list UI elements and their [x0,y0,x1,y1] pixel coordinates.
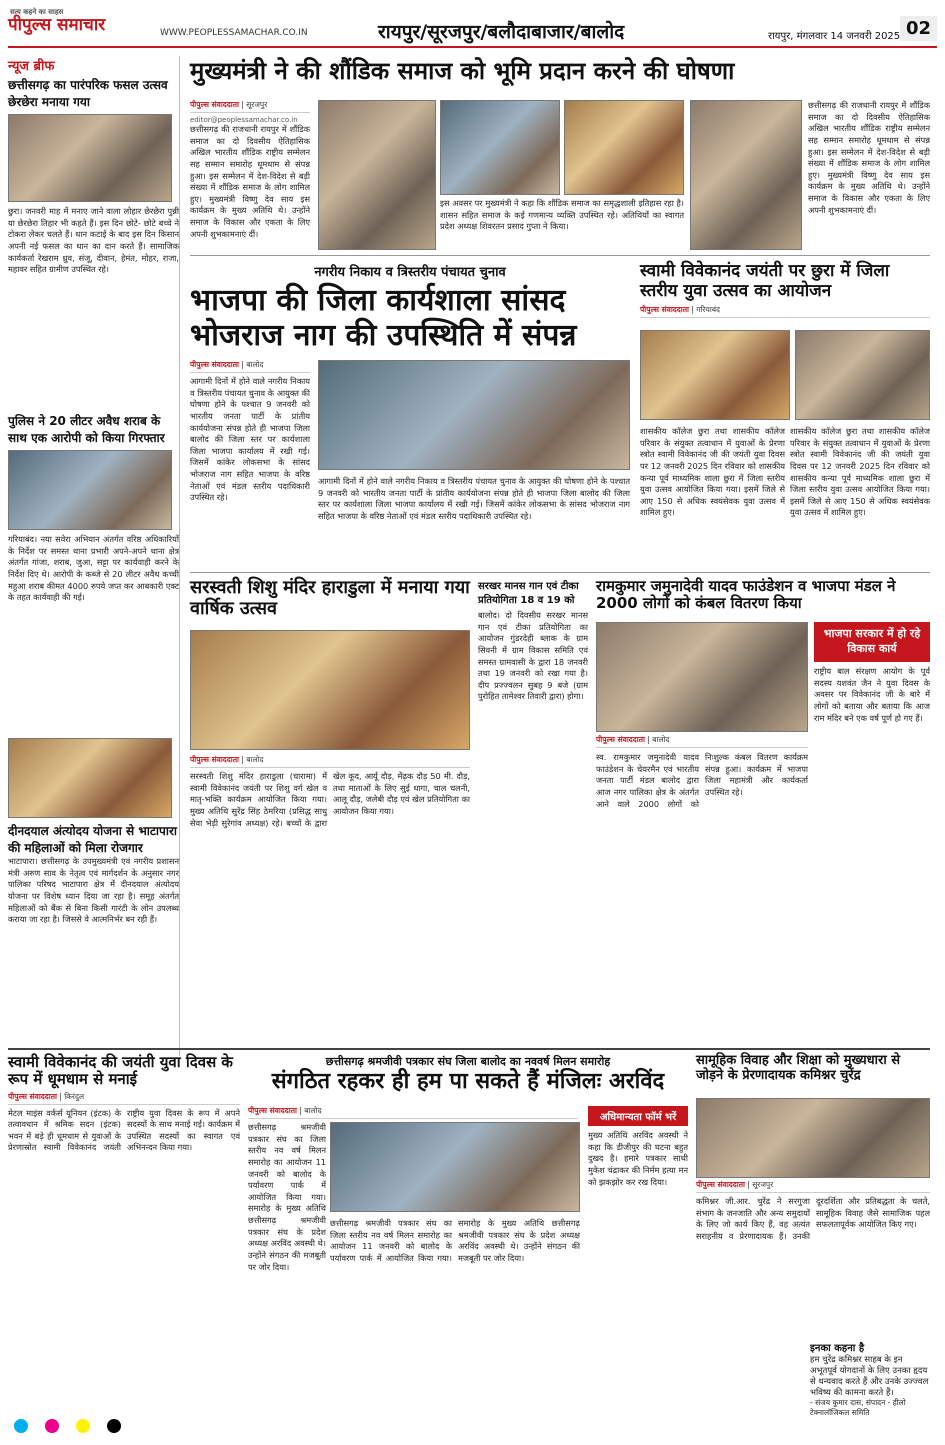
brief-body-2: गरियाबंद। नया सवेरा अभियान अंतर्गत वरिष्ठ अधिकारियों के निर्देश पर समस्त थाना प्रभारी अपने-अपने थाना क्षेत्र अंतर्गत गांजा, शराब, जुआ, सट्टा पर कार्यवाही करने के निर्देश दिए थे। आरोपी के कब्जे से 20 लीटर अवैध कच्ची महुआ शराब कीमत 4000 रुपये जप्त कर आबकारी एक्ट के तहत कार्यवाही की गई। [8,534,179,603]
blanket-photo [596,622,808,732]
churendra-story [696,1054,930,1084]
yuva-byline-place: किरंदुल [64,1091,85,1101]
brief-headline-2: पुलिस ने 20 लीटर अवैध शराब के साथ एक आरोपी को किया गिरफ्तार [8,414,165,445]
magenta-mark [45,1419,59,1433]
vivekanand-byline-place: गरियाबंद [696,305,721,315]
divider [190,572,930,573]
manas-gaan-story [478,578,588,1048]
churendra-byline: पीपुल्स संवाददाता | सूरजपुर [696,1180,930,1196]
saraswati-body: सरस्वती शिशु मंदिर हाराडुला (चारामा) में स्वामी विवेकानंद जयंती पर शिशु वर्ग खेल व मातृ-भक्ति कार्यक्रम आयोजित किया गया। मुख्य अतिथि सुरेंद्र सिंह ठेमरिया (प्रसिद्ध साधु सेवा भेड़ी सुरेगांव अध्यक्ष) रहे। बच्चों के द्वारा खेल कूद, आर्यू दौड़, मेंढ़क दौड़ 50 मी. दौड़, तथा माताओं के लिए सुई धागा, चाल चलनी, आलू दौड़, जलेबी दौड़ एवं खेल प्रतियोगिता का आयोजन किया गया। [190,771,470,828]
lead-headline: मुख्यमंत्री ने की शौंडिक समाज को भूमि प्रदान करने की घोषणा [190,57,735,85]
brief-headline-3: दीनदयाल अंत्योदय योजना से भाटापारा की महिलाओं को मिला रोजगार [8,824,177,855]
manas-gaan-headline: सरखर मानस गान एवं टीका प्रतियोगिता 18 व 19 को [478,581,579,606]
bjp-byline: पीपुल्स संवाददाता | बालोद [190,360,310,373]
vivekanand-body-2: शासकीय कॉलेज छुरा तथा शासकीय कॉलेज परिवार के संयुक्त तत्वाधान में युवाओं के प्रेरणा स्त्रोत स्वामी विवेकानंद जी की जयंती युवा दिवस पर 12 जनवरी 2025 दिन रविवार को शासकीय कन्या पूर्व माध्यमिक शाला छुरा में जिला स्तरीय युवा उत्सव आयोजित किया गया। इसमें जिले से आए 150 से अधिक स्वयंसेवक युवा उत्सव में शामिल हुए। [790,426,930,518]
brief-photo-2 [8,450,172,530]
cyan-mark [14,1419,28,1433]
bjp-photo [318,360,630,470]
patrakar-byline-place: बालोद [304,1106,322,1115]
vivekanand-byline: पीपुल्स संवाददाता | गरियाबंद [640,305,930,318]
bjp-byline-name: पीपुल्स संवाददाता [190,360,239,369]
bjp-body: आगामी दिनों में होने वाले नगरीय निकाय व त्रिस्तरीय पंचायत चुनाव के आयुक्त की घोषणा होने के पश्चात 9 जनवरी को भारतीय जनता पार्टी के प्रांतीय कार्ययोजना संपन्न होते ही भाजपा जिला बालोद की जिला स्तर पर कार्यशाला जिला भाजपा कार्यालय में रखी गई। जिसमें कांकेर लोकसभा के सांसद भोजराज नाग सहित भाजपा के वरिष्ठ नेताओं एवं मंडल स्तरीय पदाधिकारी उपस्थित रहे। [190,376,310,503]
manas-gaan-body: बालोद। दो दिवसीय सरखर मानस गान एवं टीका प्रतियोगिता का आयोजन गुंडरदेही ब्लाक के ग्राम सिवनी में ग्राम विकास समिति एवं समस्त ग्रामवासी के द्वारा 18 जनवरी तथा 19 जनवरी को रखा गया है। दीप प्रज्ज्वलन सुबह 9 बजे (ग्राम पुरोहित तामेश्वर तिवारी द्वारा) होगा। [478,610,588,702]
patrakar-byline: पीपुल्स संवाददाता | बालोद [248,1106,578,1122]
blanket-byline-name: पीपुल्स संवाददाता [596,735,645,744]
lead-byline-name: पीपुल्स संवाददाता [190,100,239,109]
quote-author: - संजय कुमार दास, संपादन - हीलो टेक्नालॉजिकल समिति [810,1398,906,1417]
brief-body-3: भाटापारा। छत्तीसगढ़ के उपमुख्यमंत्री एवं नगरीय प्रशासन मंत्री अरुण साव के नेतृत्व एवं मार्गदर्शन के अनुसार नगर पालिका परिषद भाटापारा क्षेत्र में दीनदयाल अंत्योदय योजना पर विशेष ध्यान दिया जा रहा है। समूह अंतर्गत महिलाओं को बैंक से बिना किसी गारंटी के लोन उपलब्ध कराया जा रहा है। जिससे वे आत्मनिर्भर बन रही हैं। [8,856,179,925]
newspaper-logo [8,8,106,35]
patrakar-headline: संगठित रहकर ही हम पा सकते हैं मंजिलः अरविंद [271,1069,665,1094]
lead-photo-3 [564,100,684,195]
patrakar-kicker: छत्तीसगढ़ श्रमजीवी पत्रकार संघ जिला बालोद का नववर्ष मिलन समारोह [325,1055,611,1068]
lead-photo-4 [690,100,802,250]
lead-byline-place: सूरजपुर [246,100,268,109]
blanket-body: स्व. रामकुमार जमुनादेवी यादव फाउंडेशन के चेयरमैन एवं भारतीय जनता पार्टी मंडल बालोद द्वारा आज नगर पालिका क्षेत्र के अंतर्गत आने वाले 2000 लोगों को निःशुल्क कंबल वितरण कार्यक्रम संपन्न हुआ। कार्यक्रम में भाजपा जिला महामंत्री और कार्यकर्ता उपस्थित रहे। [596,752,808,809]
lead-story [190,58,930,86]
masthead [8,8,937,48]
yellow-mark [76,1419,90,1433]
logo-tagline: सत्य कहने का साहस [10,8,64,16]
blanket-byline-place: बालोद [652,735,670,744]
bjp-headline: भाजपा की जिला कार्यशाला सांसद भोजराज नाग की उपस्थिति में संपन्न [190,283,577,353]
bjp-kicker: नगरीय निकाय व त्रिस्तरीय पंचायत चुनाव [314,265,506,280]
brief-photo-1 [8,114,172,202]
yuva-byline: पीपुल्स संवाददाता | किरंदुल [8,1092,240,1105]
black-mark [107,1419,121,1433]
patrakar-body-2: छत्तीसगढ़ श्रमजीवी पत्रकार संघ का जिला स्तरीय नव वर्ष मिलन समारोह का आयोजन 11 जनवरी को बालोद के पर्यावरण पार्क में आयोजित किया गया। समारोह के मुख्य अतिथि छत्तीसगढ़ श्रमजीवी पत्रकार संघ के प्रदेश अध्यक्ष अरविंद अवस्थी थे। उन्होंने संगठन की मजबूती पर जोर दिया। [330,1218,580,1263]
vivekanand-headline: स्वामी विवेकानंद जयंती पर छुरा में जिला स्तरीय युवा उत्सव का आयोजन [640,261,890,301]
callout-body: राष्ट्रीय बाल संरक्षण आयोग के पूर्व सदस्य यशवंत जैन ने युवा दिवस के अवसर पर विवेकानंद जी के बारे में लोगों को बताया और बताया कि आज राम मंदिर बने एक वर्ष पूर्ण हो गए हैं। [814,666,930,723]
dateline: रायपुर, मंगलवार 14 जनवरी 2025 [768,31,901,42]
churendra-headline: सामूहिक विवाह और शिक्षा को मुख्यधारा से जोड़ने के प्रेरणादायक कमिश्नर चुरेंद्र [696,1053,901,1083]
divider [8,1048,930,1050]
patrakar-story [248,1054,688,1094]
churendra-byline-name: पीपुल्स संवाददाता [696,1180,745,1189]
bjp-byline-place: बालोद [246,360,264,369]
blanket-byline: पीपुल्स संवाददाता | बालोद [596,735,808,751]
patrakar-byline-name: पीपुल्स संवाददाता [248,1106,297,1115]
lead-text-col-1 [190,100,310,250]
yuva-headline: स्वामी विवेकानंद की जयंती युवा दिवस के रूप में धूमधाम से मनाई [8,1053,233,1089]
quote-title: इनका कहना है [810,1343,865,1354]
saraswati-byline-name: पीपुल्स संवाददाता [190,755,239,764]
quote-body: हम चुरेंद्र कमिश्नर साहब के इन अभूतपूर्व योगदानों के लिए उनका हृदय से धन्यवाद करते हैं और उनके उज्ज्वल भविष्य की कामना करते हैं। [810,1355,929,1398]
yuva-byline-name: पीपुल्स संवाददाता [8,1091,57,1101]
adhimanyata-box: अधिमान्यता फॉर्म भरें [588,1106,688,1126]
vivekanand-byline-name: पीपुल्स संवाददाता [640,305,689,315]
news-brief-label: न्यूज ब्रीफ [8,59,55,74]
vivekanand-story [640,262,930,321]
bjp-body-2: आगामी दिनों में होने वाले नगरीय निकाय व त्रिस्तरीय पंचायत चुनाव के आयुक्त की घोषणा होने के पश्चात 9 जनवरी को भारतीय जनता पार्टी के प्रांतीय कार्ययोजना संपन्न होते ही भाजपा जिला बालोद की जिला स्तर पर कार्यशाला जिला भाजपा कार्यालय में रखी गई। जिसमें कांकेर लोकसभा के सांसद भोजराज नाग सहित भाजपा के वरिष्ठ नेताओं एवं मंडल स्तरीय पदाधिकारी उपस्थित रहे। [318,476,630,521]
divider [190,255,930,256]
vivekanand-photo-2 [795,330,930,420]
quote-box [810,1340,930,1418]
brief-photo-3 [8,738,172,818]
saraswati-photo [190,630,470,750]
news-brief-column [8,56,180,1056]
saraswati-story [190,578,470,619]
page-number: 02 [900,16,937,41]
logo-text: पीपुल्स समाचार [8,15,106,35]
lead-byline: पीपुल्स संवाददाता | सूरजपुर [190,100,310,113]
bjp-workshop-story [190,262,630,353]
patrakar-photo [330,1122,580,1212]
patrakar-body: छत्तीसगढ़ श्रमजीवी पत्रकार संघ का जिला स्तरीय नव वर्ष मिलन समारोह का आयोजन 11 जनवरी को बालोद के पर्यावरण पार्क में आयोजित किया गया। समारोह के मुख्य अतिथि छत्तीसगढ़ श्रमजीवी पत्रकार संघ के प्रदेश अध्यक्ष अरविंद अवस्थी थे। उन्होंने संगठन की मजबूती पर जोर दिया। [248,1122,326,1272]
callout-box: भाजपा सरकार में हो रहे विकास कार्य [814,622,930,662]
lead-email: editor@peoplessamachar.co.in [190,116,298,124]
lead-photo-1 [318,100,436,250]
yuva-diwas-story [8,1054,240,1408]
lead-photo-2 [440,100,560,195]
churendra-body: कमिश्नर जी.आर. चुरेंद्र ने सरगुजा संभाग के जनजाति और अन्य समुदायों के लिए जो कार्य किए हैं, वह अत्यंत सराहनीय व प्रेरणादायक हैं। उनकी दूरदर्शिता और प्रतिबद्धता के चलते, सामूहिक विवाह जैसे सामाजिक पहल सफलतापूर्वक आयोजित किए गए। [696,1196,930,1241]
adhimanyata-body: मुख्य अतिथि अरविंद अवस्थी ने कहा कि डीजीपुर की घटना बहुत दुखद है। हमारे पत्रकार साथी मुकेश चंद्राकर की निर्मम हत्या मन को झकझोर कर रख दिया। [588,1130,688,1187]
lead-body-2: इस अवसर पर मुख्यमंत्री ने कहा कि शौंडिक समाज का समृद्धशाली इतिहास रहा है। शासन सहित समाज के कई गणमान्य व्यक्ति उपस्थित रहे। अतिथियों का स्वागत प्रदेश अध्यक्ष शिवरतन प्रसाद गुप्ता ने किया। [440,198,684,232]
vivekanand-photo-1 [640,330,790,420]
print-color-marks [8,1418,937,1436]
saraswati-text [190,755,470,1045]
website-url: WWW.PEOPLESSAMACHAR.CO.IN [160,28,308,38]
lead-side-text: छत्तीसगढ़ की राजधानी रायपुर में शौंडिक समाज का दो दिवसीय ऐतिहासिक अखिल भारतीय शौंडिक राष्ट्रीय सम्मेलन सह सम्मान समारोह धूमधाम से संपन्न हुआ। इस सम्मेलन में देश-विदेश से बड़ी संख्या में शौंडिक समाज के लोग शामिल हुए। मुख्यमंत्री विष्णु देव साय इस कार्यक्रम के मुख्य अतिथि थे। उन्होंने समाज के विकास और एकता के लिए अपनी शुभकामनाएं दीं। [808,100,930,215]
saraswati-byline: पीपुल्स संवाददाता | बालोद [190,755,470,768]
churendra-photo [696,1098,930,1178]
churendra-byline-place: सूरजपुर [752,1180,774,1189]
brief-headline-1: छत्तीसगढ़ का पारंपरिक फसल उत्सव छेरछेरा मनाया गया [8,78,168,109]
saraswati-headline: सरस्वती शिशु मंदिर हाराडुला में मनाया गया वार्षिक उत्सव [190,577,470,619]
blanket-story [596,578,930,613]
saraswati-byline-place: बालोद [246,755,264,764]
lead-body: छत्तीसगढ़ की राजधानी रायपुर में शौंडिक समाज का दो दिवसीय ऐतिहासिक अखिल भारतीय शौंडिक राष्ट्रीय सम्मेलन सह सम्मान समारोह धूमधाम से संपन्न हुआ। इस सम्मेलन में देश-विदेश से बड़ी संख्या में शौंडिक समाज के लोग शामिल हुए। मुख्यमंत्री विष्णु देव साय इस कार्यक्रम के मुख्य अतिथि थे। उन्होंने समाज के विकास और एकता के लिए अपनी शुभकामनाएं दीं। [190,124,310,239]
yuva-body: मेटल माइंस वर्कर्स यूनियन (इंटक) के तत्वावधान में श्रमिक सदन (इंटक) भवन में बड़े ही धूमधाम से युवाओं के प्रेरणास्रोत स्वामी विवेकानंद जयंती राष्ट्रीय युवा दिवस के रूप में अपने सदस्यों के साथ मनाई गई। कार्यक्रम में उपस्थित सदस्यों का स्वागत एवं अभिनन्दन किया गया। [8,1107,240,1153]
vivekanand-body: शासकीय कॉलेज छुरा तथा शासकीय कॉलेज परिवार के संयुक्त तत्वाधान में युवाओं के प्रेरणा स्त्रोत स्वामी विवेकानंद जी की जयंती युवा दिवस पर 12 जनवरी 2025 दिन रविवार को शासकीय कन्या पूर्व माध्यमिक शाला छुरा में जिला स्तरीय युवा उत्सव आयोजित किया गया। इसमें जिले से आए 150 से अधिक स्वयंसेवक युवा उत्सव में शामिल हुए। [640,426,785,518]
blanket-headline: रामकुमार जमुनादेवी यादव फाउंडेशन व भाजपा मंडल ने 2000 लोगों को कंबल वितरण किया [596,577,896,613]
brief-body-1: छुरा। जनवरी माह में मनाए जाने वाला लोहार छेरछेरा पुन्नी या छेरछेरा तिहार भी कहते हैं। इस दिन छोटे- छोटे बच्चे ने टोकरा लेकर चलते हैं। धान कटाई के बाद इस दिन किसान अपनी नई फसल का धान का दान करते हैं। सामाजिक कार्यकर्ता रेखराम ध्रुव, संजू, दीवान, हेमंत, मोहर, राजा, महावर सहित ग्रामीण उपस्थित रहे। [8,206,179,275]
edition-cities: रायपुर/सूरजपुर/बलौदाबाजार/बालोद [378,21,625,43]
